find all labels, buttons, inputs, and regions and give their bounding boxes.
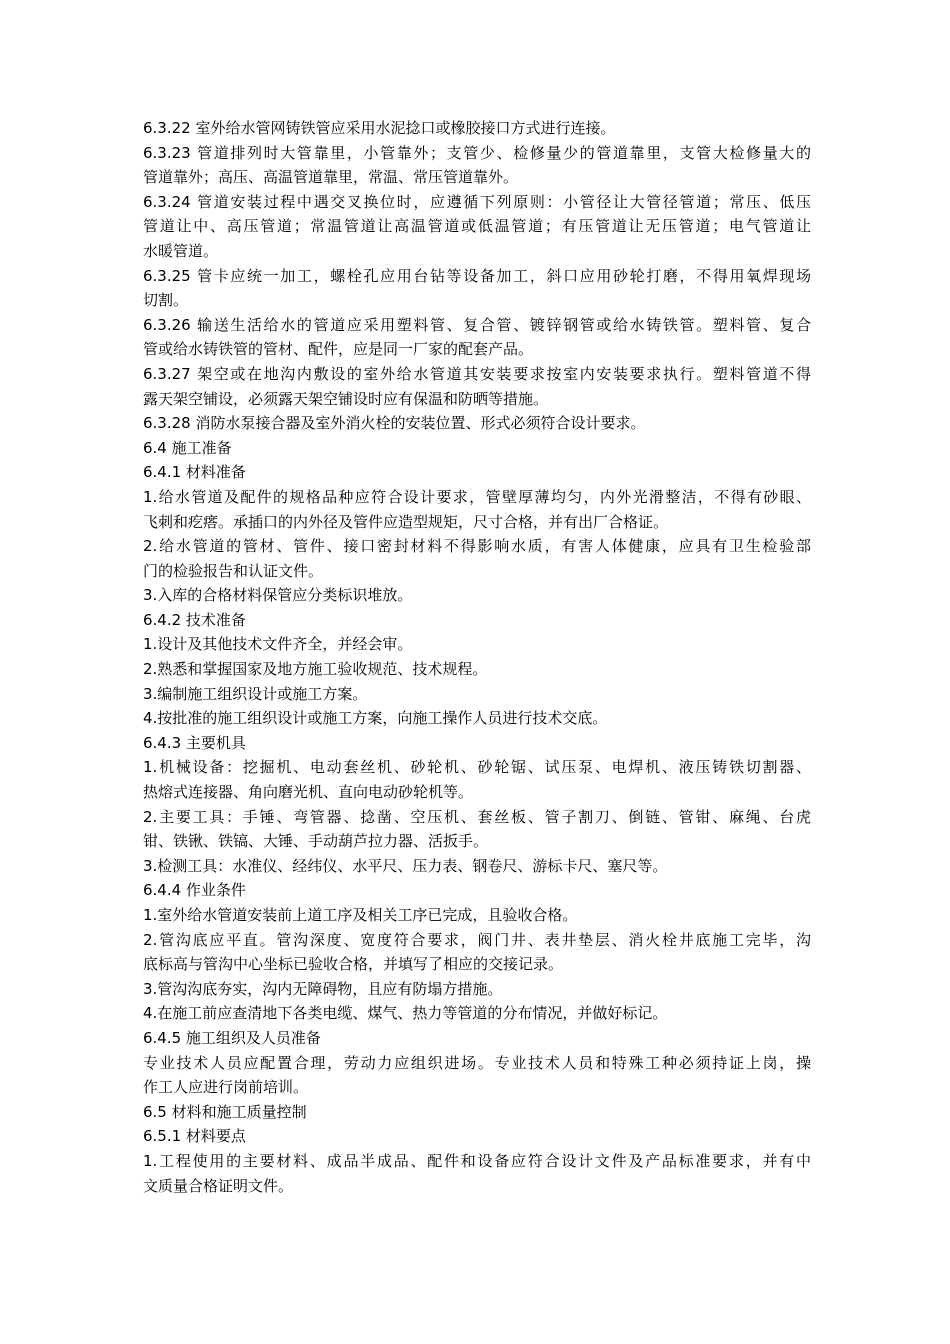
document-page [143, 116, 811, 1198]
text-line: 门的检验报告和认证文件。 [143, 561, 324, 580]
text-line: 4.在施工前应查清地下各类电缆、煤气、热力等管道的分布情况，并做好标记。 [143, 1004, 668, 1023]
text-line: 6.4.3 主要机具 [143, 733, 246, 752]
text-line: 1.机械设备：挖掘机、电动套丝机、砂轮机、砂轮锯、试压泵、电焊机、液压铸铁切割器、 [143, 758, 811, 777]
text-line: 6.3.28 消防水泵接合器及室外消火栓的安装位置、形式必须符合设计要求。 [143, 414, 646, 433]
text-line: 1.室外给水管道安装前上道工序及相关工序已完成，且验收合格。 [143, 906, 578, 924]
text-line: 飞刺和疙瘩。承插口的内外径及管件应造型规矩，尺寸合格，并有出厂合格证。 [143, 512, 669, 531]
text-line: 3.检测工具：水准仪、经纬仪、水平尺、压力表、钢卷尺、游标卡尺、塞尺等。 [143, 856, 668, 875]
text-line: 6.3.22 室外给水管网铸铁管应采用水泥捻口或橡胶接口方式进行连接。 [143, 119, 616, 137]
text-line: 文质量合格证明文件。 [143, 1176, 294, 1195]
text-line: 6.4 施工准备 [143, 438, 232, 457]
text-line: 管道让中、高压管道；常温管道让高温管道或低温管道；有压管道让无压管道；电气管道让 [143, 217, 811, 236]
text-line: 1.设计及其他技术文件齐全，并经会审。 [143, 635, 413, 654]
text-line: 6.3.24 管道安装过程中遇交叉换位时，应遵循下列原则：小管径让大管径管道；常压、低压 [143, 192, 811, 211]
text-line: 2.管沟底应平直。管沟深度、宽度符合要求，阀门井、表井垫层、消火栓井底施工完毕，沟 [143, 930, 811, 949]
text-line: 4.按批准的施工组织设计或施工方案，向施工操作人员进行技术交底。 [143, 709, 608, 728]
text-line: 6.5.1 材料要点 [143, 1127, 246, 1146]
text-line: 钳、铁锹、铁镐、大锤、手动葫芦拉力器、活扳手。 [143, 832, 489, 851]
text-line: 管或给水铸铁管的管材、配件，应是同一厂家的配套产品。 [143, 340, 534, 359]
text-line: 2.熟悉和掌握国家及地方施工验收规范、技术规程。 [143, 660, 488, 679]
text-line: 底标高与管沟中心坐标已验收合格，并填写了相应的交接记录。 [143, 955, 564, 974]
text-line: 6.4.1 材料准备 [143, 463, 246, 482]
text-line: 露天架空铺设，必须露天架空铺设时应有保温和防晒等措施。 [143, 389, 549, 408]
text-line: 6.4.4 作业条件 [143, 881, 246, 900]
text-line: 3.入库的合格材料保管应分类标识堆放。 [143, 586, 413, 605]
text-line: 2.给水管道的管材、管件、接口密封材料不得影响水质，有害人体健康，应具有卫生检验部 [143, 537, 811, 556]
text-line: 6.3.27 架空或在地沟内敷设的室外给水管道其安装要求按室内安装要求执行。塑料管道不得 [143, 364, 811, 383]
text-line: 6.3.26 输送生活给水的管道应采用塑料管、复合管、镀锌钢管或给水铸铁管。塑料管、复合 [143, 315, 811, 334]
text-line: 6.3.25 管卡应统一加工，螺栓孔应用台钻等设备加工，斜口应用砂轮打磨，不得用氧焊现场 [143, 266, 811, 285]
text-line: 3.编制施工组织设计或施工方案。 [143, 684, 368, 703]
text-line: 热熔式连接器、角向磨光机、直向电动砂轮机等。 [143, 783, 474, 802]
text-line: 专业技术人员应配置合理，劳动力应组织进场。专业技术人员和特殊工种必须持证上岗，操 [143, 1053, 811, 1072]
text-line: 作工人应进行岗前培训。 [143, 1078, 309, 1097]
text-line: 6.4.2 技术准备 [143, 610, 246, 629]
text-line: 切割。 [143, 291, 189, 310]
text-line: 3.管沟沟底夯实，沟内无障碍物，且应有防塌方措施。 [143, 979, 503, 998]
text-line: 2.主要工具：手锤、弯管器、捻凿、空压机、套丝板、管子割刀、倒链、管钳、麻绳、台虎 [143, 807, 811, 826]
text-line: 1.给水管道及配件的规格品种应符合设计要求，管壁厚薄均匀，内外光滑整洁，不得有砂眼、 [143, 487, 811, 506]
text-line: 6.4.5 施工组织及人员准备 [143, 1028, 321, 1047]
text-line: 6.3.23 管道排列时大管靠里，小管靠外；支管少、检修量少的管道靠里，支管大检修量大的 [143, 143, 811, 162]
text-line: 6.5 材料和施工质量控制 [143, 1102, 307, 1121]
text-line: 水暖管道。 [143, 241, 219, 260]
text-line: 管道靠外；高压、高温管道靠里，常温、常压管道靠外。 [143, 168, 519, 187]
text-line: 1.工程使用的主要材料、成品半成品、配件和设备应符合设计文件及产品标准要求，并有中 [143, 1151, 811, 1170]
